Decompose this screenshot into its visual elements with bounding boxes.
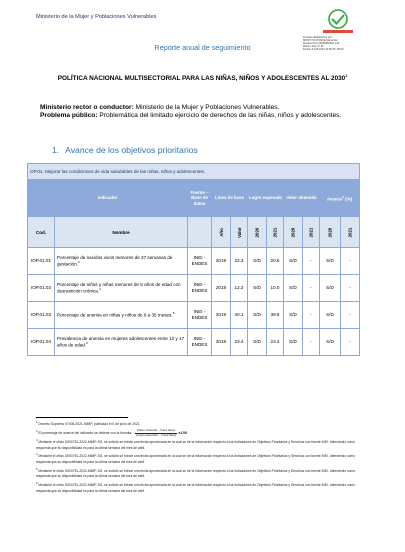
- cell-a2021: -: [341, 302, 360, 329]
- formula-multiplier: x100: [178, 429, 188, 435]
- footnote-ref: 6: [86, 341, 88, 346]
- header-year: [284, 217, 303, 248]
- header-fuente: Fuente – Base de datos: [188, 180, 212, 217]
- cell-anio: 2019: [212, 248, 231, 275]
- header-fuente-blank: [188, 217, 212, 248]
- objectives-table: [27, 163, 360, 356]
- cell-l2021: 10.0: [267, 275, 284, 302]
- rector-label: Ministerio rector o conductor:: [40, 104, 134, 111]
- signature-line: MONTOYA PONCE Maria Del: [303, 39, 338, 43]
- cell-a2020: S/D: [320, 329, 341, 356]
- header-cod: Cod.: [28, 217, 55, 248]
- header-avance-unit: (%): [345, 196, 353, 202]
- cell-fuente: INEI - ENDES: [188, 329, 212, 356]
- header-anio-text: Año: [218, 227, 224, 237]
- header-nombre: Nombre: [55, 217, 188, 248]
- signature-line: Fecha: 04.05.2023 10:50:26 -05:00: [303, 48, 344, 52]
- cell-l2020: S/D: [248, 248, 267, 275]
- footnote: $^3$ Mediante el oficio D000751-2022-MIMP-SG, se solicitó se brinde una fecha aproximada en la cual se dé la información respecto a los Indicadores de Objetivos Prioritarios y Servicios con fuente INEI, obteniendo como respuesta que su disponibilidad es para la última semana del mes de abril.: [36, 439, 356, 450]
- footnote-ref: 1: [345, 74, 348, 78]
- signature-line: Rosario FAU 20336951527 soft: [303, 42, 340, 46]
- rector-value: Ministerio de la Mujer y Poblaciones Vulnerables.: [133, 104, 280, 111]
- header-anio: [212, 217, 231, 248]
- policy-title: [40, 72, 365, 83]
- header-year: [320, 217, 341, 248]
- cell-l2020: S/D: [248, 275, 267, 302]
- cell-a2020: S/D: [320, 248, 341, 275]
- cell-valor: 22.3: [231, 248, 248, 275]
- cell-a2020: S/D: [320, 275, 341, 302]
- cell-l2020: S/D: [248, 329, 267, 356]
- header-avance-text: Avance: [326, 196, 343, 202]
- header-year: [303, 217, 320, 248]
- cell-valor: 12.2: [231, 275, 248, 302]
- footnote-text: Mediante el oficio D000751-2022-MIMP-SG, se solicitó se brinde una fecha aproximada en la cual se dé la información respecto a los Indicadores de Objetivos Prioritarios y Servicios con fuente INEI, obteniendo como respuesta que su disponibilidad es para la última semana del mes de abril.: [36, 440, 356, 450]
- cell-a2020: S/D: [320, 302, 341, 329]
- footnote-text: Mediante el oficio D000751-2022-MIMP-SG, se solicitó se brinde una fecha aproximada en la cual se dé la información respecto a los Indicadores de Objetivos Prioritarios y Servicios con fuente INEI, obteniendo como respuesta que su disponibilidad es para la última semana del mes de abril.: [36, 454, 356, 464]
- cell-cod: IOP.01.03: [28, 302, 55, 329]
- footnote: $^6$ Mediante el oficio D000751-2022-MIMP-SG, se solicitó se brinde una fecha aproximada en la cual se dé la información respecto a los Indicadores de Objetivos Prioritarios y Servicios con fuente INEI, obteniendo como respuesta que su disponibilidad es para la última semana del mes de abril.: [36, 481, 356, 493]
- footnote-ref: 3: [77, 260, 80, 265]
- footnote: $^1$ Decreto Supremo N°008-2021-MIMP, publicado el 5 de junio de 2021.: [36, 421, 141, 427]
- footnote: $^5$ Mediante el oficio D000751-2022-MIMP-SG, se solicitó se brinde una fecha aproximada en la cual se dé la información respecto a los Indicadores de Objetivos Prioritarios y Servicios con fuente INEI, obteniendo como respuesta que su disponibilidad es para la última semana del mes de abril.: [36, 467, 356, 479]
- cell-anio: 2019: [212, 302, 231, 329]
- cell-nombre-text: Porcentaje de anemia en niñas y niños de 6 a 35 meses.: [57, 312, 173, 318]
- section-heading: [52, 145, 198, 155]
- cell-a2021: -: [341, 248, 360, 275]
- footnote-text: Decreto Supremo N°008-2021-MIMP, publicado el 5 de junio de 2021.: [38, 422, 141, 427]
- cell-nombre-text: Porcentaje de niños y niñas menores de 5 años de edad con desnutrición crónica.: [57, 281, 181, 294]
- header-year: [267, 217, 284, 248]
- header-logro: Logro esperado: [248, 180, 284, 217]
- cell-v2020: S/D: [284, 302, 303, 329]
- cell-v2021: -: [303, 248, 320, 275]
- signature-line: Motivo: Doy V° B°: [303, 45, 324, 49]
- formula-numerator: (Valor obtenido − línea base): [136, 428, 176, 433]
- header-year: [341, 217, 360, 248]
- policy-title-text: POLÍTICA NACIONAL MULTISECTORIAL PARA LAS NIÑAS, NIÑOS Y ADOLESCENTES AL 2030: [57, 75, 346, 83]
- cell-fuente: INEI - ENDES: [188, 275, 212, 302]
- header-valor-col-text: Valor: [236, 226, 242, 238]
- cell-nombre: [55, 275, 188, 302]
- problem-label: Problema público:: [40, 112, 98, 120]
- objective-label: OP.01. Mejorar las condiciones de vida saludables de las niñas, niños y adolescentes.: [28, 164, 360, 180]
- footnotes: [36, 420, 360, 495]
- signature-line: Firmado digitalmente por:: [303, 36, 333, 39]
- year-text: 2020: [254, 227, 260, 237]
- ministry-header: Ministerio de la Mujer y Poblaciones Vulnerables: [36, 14, 157, 20]
- cell-v2021: -: [303, 275, 320, 302]
- footnote-text: El porcentaje de avance del indicador se obtiene con la fórmula:: [38, 430, 133, 435]
- year-text: 2021: [347, 227, 353, 237]
- year-text: 2021: [308, 227, 314, 237]
- cell-nombre-text: Prevalencia de anemia en mujeres adolescentes entre 12 y 17 años de edad.: [57, 335, 185, 348]
- footnote-ref: 5: [172, 311, 175, 316]
- cell-cod: IOP.01.01: [28, 248, 55, 275]
- cell-valor: 23.4: [231, 329, 248, 356]
- footnote-divider: [36, 417, 128, 418]
- cell-l2021: 23.4: [267, 329, 284, 356]
- table-row: [28, 302, 360, 329]
- cell-l2021: 20.6: [267, 248, 284, 275]
- header-valor-col: [231, 217, 248, 248]
- year-text: 2021: [272, 227, 278, 237]
- header-year: [248, 217, 267, 248]
- cell-fuente: INEI - ENDES: [188, 302, 212, 329]
- header-linea-base: Línea de base: [212, 180, 248, 217]
- table-row: [28, 329, 360, 356]
- table-row: [28, 248, 360, 275]
- cell-a2021: -: [341, 329, 360, 356]
- cell-fuente: INEI - ENDES: [188, 248, 212, 275]
- header-valor: Valor obtenido: [284, 180, 320, 217]
- footnote-ref: 4: [99, 287, 101, 292]
- section-title: Avance de los objetivos prioritarios: [65, 145, 198, 155]
- cell-v2020: S/D: [284, 275, 303, 302]
- cell-valor: 40.1: [231, 302, 248, 329]
- footnote-text: Mediante el oficio D000751-2022-MIMP-SG, se solicitó se brinde una fecha aproximada en la cual se dé la información respecto a los Indicadores de Objetivos Prioritarios y Servicios con fuente INEI, obteniendo como respuesta que su disponibilidad es para la última semana del mes de abril.: [36, 483, 356, 493]
- cell-nombre: [55, 329, 188, 356]
- problem-value: Problemática del limitado ejercicio de derechos de las niñas, niños y adolescentes.: [97, 112, 342, 120]
- footnote: $^2$ El porcentaje de avance del indicador se obtiene con la fórmula: (Valor obtenido − línea base) (Logro esperado − línea base) x100: [36, 428, 188, 437]
- footnote: $^4$ Mediante el oficio D000751-2022-MIMP-SG, se solicitó se brinde una fecha aproximada en la cual se dé la información respecto a los Indicadores de Objetivos Prioritarios y Servicios con fuente INEI, obteniendo como respuesta que su disponibilidad es para la última semana del mes de abril.: [36, 453, 356, 464]
- cell-l2021: 39.8: [267, 302, 284, 329]
- footnote-text: Mediante el oficio D000751-2022-MIMP-SG, se solicitó se brinde una fecha aproximada en la cual se dé la información respecto a los Indicadores de Objetivos Prioritarios y Servicios con fuente INEI, obteniendo como respuesta que su disponibilidad es para la última semana del mes de abril.: [36, 468, 356, 479]
- formula: [135, 429, 177, 437]
- cell-nombre: [55, 302, 188, 329]
- section-number: 1.: [52, 145, 60, 155]
- header-avance: [320, 180, 360, 217]
- cell-cod: IOP.01.02: [28, 275, 55, 302]
- cell-nombre-text: Porcentaje de nacidos vivos menores de 37 semanas de gestación.: [57, 254, 173, 267]
- table-row: [28, 275, 360, 302]
- cell-l2020: S/D: [248, 302, 267, 329]
- cell-v2021: -: [303, 329, 320, 356]
- cell-nombre: [55, 248, 188, 275]
- cell-v2020: S/D: [284, 329, 303, 356]
- cell-anio: 2018: [212, 329, 231, 356]
- footnote-ref: 2: [342, 194, 345, 199]
- year-text: 2020: [327, 227, 333, 237]
- cell-anio: 2019: [212, 275, 231, 302]
- year-text: 2020: [290, 227, 296, 237]
- cell-v2020: S/D: [284, 248, 303, 275]
- formula-denominator: (Logro esperado − línea base): [136, 432, 177, 437]
- cell-v2021: -: [303, 302, 320, 329]
- rector-block: [40, 104, 375, 120]
- digital-signature-seal-icon: [317, 8, 359, 36]
- header-indicador: Indicador: [28, 180, 188, 217]
- cell-cod: IOP.01.04: [28, 329, 55, 356]
- cell-a2021: -: [341, 275, 360, 302]
- report-title: Reporte anual de seguimiento: [154, 43, 251, 52]
